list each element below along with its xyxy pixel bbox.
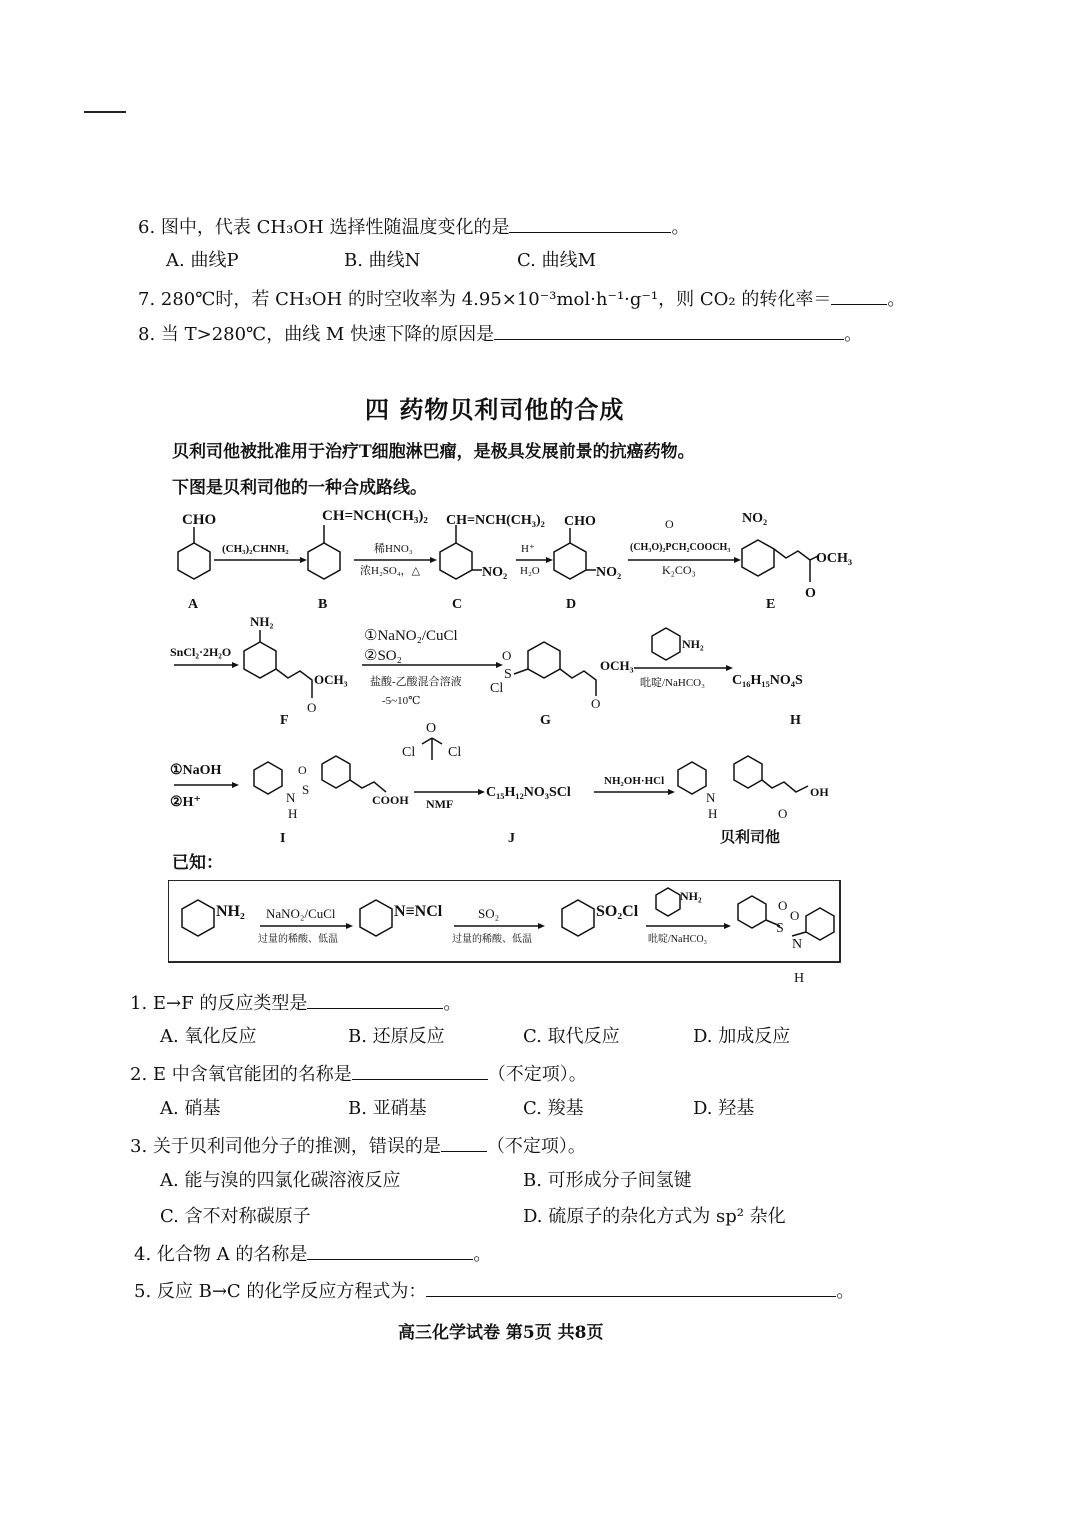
i-sulfonyl-o: O [298,763,307,777]
product-hydrogen: H [708,806,718,821]
question-2: 2. E 中含氧官能团的名称是 （不定项）。 [130,1061,587,1087]
known-o-2: O [790,908,800,923]
j-formula: C₁₅H₁₂NO₃SCl [486,785,571,800]
label-b: B [318,597,328,612]
known-reaction-diagram [168,880,848,990]
intro-line-2: 下图是贝利司他的一种合成路线。 [172,478,427,498]
reagent-1: (CH₃)₂CHNH₂ [222,543,289,555]
reagent-5: SnCl₂·2H₂O [170,645,232,659]
product-hydroxy: OH [810,785,829,799]
reagent-9-cl-left: Cl [402,745,416,760]
reagent-2b: 浓H₂SO₄，△ [360,565,421,577]
known-reagent-1: NaNO₂/CuCl [266,906,336,921]
top-rule [84,111,126,113]
i-sulfur: S [302,782,310,797]
reagent-6a: ①NaNO₂/CuCl [364,628,458,644]
product-ring-2 [734,756,762,788]
known-diazonium: N≡NCl [394,903,443,920]
q3-option-b: B. 可形成分子间氢键 [523,1170,692,1191]
f-methoxy: OCH₃ [314,672,348,687]
answer-blank-6[interactable] [509,214,671,233]
compound-f-ring [244,642,276,678]
compound-a-ring [178,543,210,579]
question-3: 3. 关于贝利司他分子的推测，错误的是 （不定项）。 [130,1133,586,1159]
answer-blank-2[interactable] [352,1061,488,1080]
page-footer: 高三化学试卷 第5页 共8页 [398,1323,604,1343]
q6-option-b: B. 曲线N [344,250,421,271]
answer-blank-5[interactable] [426,1278,836,1297]
label-f: F [280,713,289,728]
g-sulfonyl-o: O [502,648,512,663]
g-chlorine: Cl [490,681,504,696]
reagent-2a: 稀HNO₃ [374,543,413,555]
reagent-6d: -5~10℃ [382,695,421,707]
known-reagent-2b: 过量的稀酸、低温 [452,934,532,945]
q2-option-d: D. 羟基 [693,1098,755,1119]
q2-option-a: A. 硝基 [160,1098,221,1119]
q1-option-a: A. 氧化反应 [160,1026,257,1047]
f-carbonyl-o: O [307,700,317,715]
label-j: J [508,831,515,846]
answer-blank-3[interactable] [441,1133,487,1152]
label-e: E [766,597,776,612]
compound-e-ring [742,540,774,576]
known-reagent-3b: 吡啶/NaHCO₃ [648,934,708,945]
q2-option-c: C. 羧基 [523,1098,584,1119]
c-substituent: CH=NCH(CH₃)₂ [446,513,545,528]
q6-option-c: C. 曲线M [517,250,597,271]
product-ring-1 [678,762,706,794]
question-6: 6. 图中，代表 CH₃OH 选择性随温度变化的是 。 [138,214,689,240]
answer-blank-1[interactable] [307,990,443,1009]
reagent-4-carbonyl-o: O [665,517,674,531]
known-sulfonyl-chloride: SO₂Cl [596,903,639,920]
compound-d-ring [554,543,586,579]
label-d: D [566,597,577,612]
i-nitrogen: N [286,790,296,805]
label-i: I [280,831,286,846]
question-4: 4. 化合物 A 的名称是 。 [134,1241,491,1267]
reagent-6c: 盐酸-乙酸混合溶液 [370,676,462,688]
label-c: C [452,597,463,612]
known-amino: NH₂ [216,903,245,920]
known-reagent-1b: 过量的稀酸、低温 [258,934,338,945]
question-1: 1. E→F 的反应类型是 。 [130,990,461,1016]
i-carboxyl: COOH [372,793,409,807]
reagent-7b: 吡啶/NaHCO₃ [640,677,705,689]
reagent-4b: K₂CO₃ [662,563,696,577]
q1-option-b: B. 还原反应 [348,1026,445,1047]
reagent-3a: H⁺ [521,543,535,555]
question-8: 8. 当 T>280℃，曲线 M 快速下降的原因是 。 [138,321,862,347]
q3-option-c: C. 含不对称碳原子 [160,1206,311,1227]
aniline-reagent-ring [652,628,680,660]
reagent-9-carbonyl-o: O [426,721,437,736]
label-a: A [188,597,199,612]
label-h: H [790,713,801,728]
g-sulfur: S [504,667,512,682]
reagent-8b: ②H⁺ [170,795,201,810]
answer-blank-8[interactable] [494,321,844,340]
compound-i-ring-2 [322,756,350,788]
question-5: 5. 反应 B→C 的化学反应方程式为： 。 [134,1278,854,1304]
synthesis-route-diagram [160,500,860,860]
compound-i-ring-1 [254,762,282,794]
reagent-3b: H₂O [520,565,540,577]
product-carbonyl-o: O [778,806,788,821]
d-substituent: CHO [564,514,596,529]
e-carbonyl-o: O [805,586,816,601]
intro-line-1: 贝利司他被批准用于治疗T细胞淋巴瘤，是极具发展前景的抗癌药物。 [172,442,695,462]
answer-blank-7[interactable] [831,286,887,305]
known-reagent-3a: NH₂ [680,889,702,903]
a-substituent: CHO [182,512,217,528]
known-hydrogen: H [794,971,805,986]
q1-option-d: D. 加成反应 [693,1026,791,1047]
product-nitrogen: N [706,790,716,805]
known-sulfur: S [776,921,784,936]
compound-c-ring [440,543,472,579]
known-reagent-2: SO₂ [478,906,500,921]
c-nitro: NO₂ [482,565,508,580]
q1-option-c: C. 取代反应 [523,1026,620,1047]
reagent-6b: ②SO₂ [364,648,402,664]
b-substituent: CH=NCH(CH₃)₂ [322,508,428,524]
g-carbonyl-o: O [591,696,601,711]
q3-option-a: A. 能与溴的四氯化碳溶液反应 [160,1170,401,1191]
e-methoxy: OCH₃ [816,551,853,566]
h-formula: C₁₆H₁₅NO₄S [732,673,803,688]
compound-g-ring [528,642,560,678]
known-nitrogen: N [792,937,803,952]
d-nitro: NO₂ [596,565,622,580]
reagent-4a: (CH₃O)₂PCH₂COOCH₃ [630,542,731,553]
q3-option-d: D. 硫原子的杂化方式为 sp² 杂化 [523,1206,786,1227]
label-product: 贝利司他 [720,830,781,846]
f-amino: NH₂ [250,614,274,629]
section-title: 四 药物贝利司他的合成 [365,395,625,424]
reagent-10: NH₂OH·HCl [604,775,665,787]
known-label: 已知： [172,853,223,873]
e-nitro: NO₂ [742,511,768,526]
q2-option-b: B. 亚硝基 [348,1098,427,1119]
reagent-7a: NH₂ [682,637,704,651]
reagent-9: NMF [426,797,454,811]
compound-b-ring [308,543,340,579]
g-methoxy: OCH₃ [600,658,634,673]
q6-option-a: A. 曲线P [166,250,239,271]
reagent-8a: ①NaOH [170,763,222,778]
answer-blank-4[interactable] [307,1241,473,1260]
label-g: G [540,713,551,728]
reagent-9-cl-right: Cl [448,745,462,760]
question-7: 7. 280℃时，若 CH₃OH 的时空收率为 4.95×10⁻³mol·h⁻¹·g⁻¹，则 CO₂ 的转化率＝ 。 [138,286,905,312]
known-o-1: O [778,898,788,913]
i-hydrogen: H [288,806,298,821]
